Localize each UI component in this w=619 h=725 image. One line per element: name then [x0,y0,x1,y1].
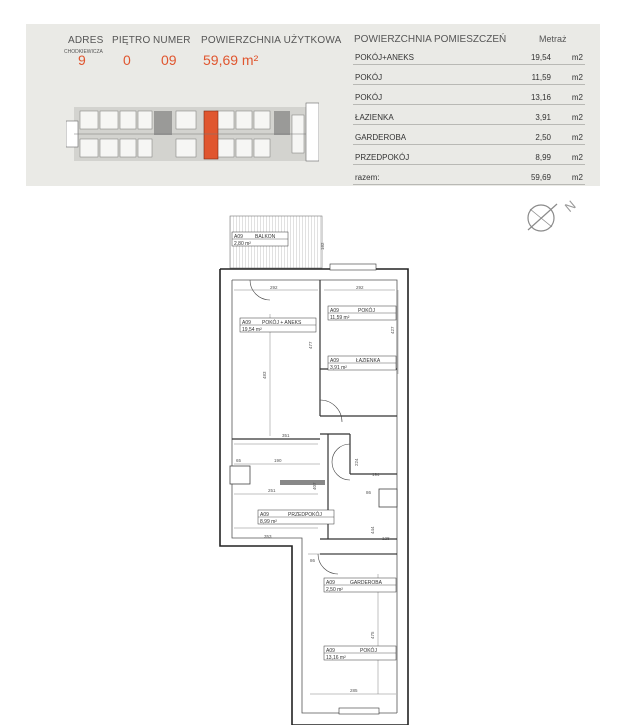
dimension-label: 86 [366,490,372,495]
room-tag-pokoj-1 [328,306,396,321]
tag-name: POKÓJ + ANEKS [262,320,302,326]
rooms-table-title: POWIERZCHNIA POMIESZCZEŃ [354,34,507,45]
room-row [353,85,585,105]
room-row [353,125,585,145]
tag-code: A09 [326,580,335,586]
dimension-label: 182 [320,242,325,250]
room-area: 13,16 [530,93,551,102]
room-row [353,65,585,85]
tag-code: A09 [242,320,251,326]
room-name: POKÓJ [355,93,383,102]
tag-code: A09 [234,234,243,240]
room-area: 19,54 [530,53,551,62]
street-name: CHODKIEWICZA [64,49,103,55]
dimension-label: 444 [370,526,375,534]
value-adres: 9 [78,52,86,68]
dimension-label: 351 [282,433,290,438]
room-area: 11,59 [531,73,551,82]
value-numer: 09 [161,52,177,68]
key-plan [66,101,319,171]
room-unit: m2 [571,153,583,162]
room-name: PRZEDPOKÓJ [355,153,410,162]
dimension-label: 251 [268,488,276,493]
room-name: POKÓJ [355,73,383,82]
tag-name: ŁAZIENKA [356,358,381,364]
tag-name: POKÓJ [358,308,375,314]
north-compass-icon [524,196,584,236]
tag-code: A09 [330,358,339,364]
room-name: ŁAZIENKA [355,113,394,122]
label-pietro: PIĘTRO [112,35,151,46]
label-adres: ADRES [68,35,104,46]
room-row [353,45,585,65]
tag-name: BALKON [255,234,276,240]
tag-name: POKÓJ [360,648,377,654]
room-tag-pokoj-2 [324,646,396,661]
dimension-label: 353 [264,534,272,539]
tag-area: 11,59 m² [330,315,350,321]
dimension-label: 475 [370,631,375,639]
dimension-label: 65 [236,458,242,463]
tag-area: 3,91 m² [330,365,347,371]
total-unit: m2 [571,173,583,182]
tag-code: A09 [326,648,335,654]
dimension-label: 285 [350,688,358,693]
room-area: 8,99 [535,153,551,162]
total-label: razem: [355,173,380,182]
dimension-label: 483 [262,371,267,379]
dimension-label: 86 [310,558,316,563]
label-numer: NUMER [153,35,191,46]
tag-code: A09 [330,308,339,314]
apartment-info-panel [26,24,600,186]
tag-area: 2,50 m² [326,587,343,593]
total-area: 59,69 [530,173,551,182]
room-tag-pokoj-aneks [240,318,316,333]
dimension-label: 128 [382,536,390,541]
apartment-highlight [204,111,218,159]
dimension-label: 194 [372,472,380,477]
compass-north-label: N [561,197,579,215]
room-tag-balkon [232,232,288,247]
tag-area: 13,16 m² [326,655,346,661]
room-tag-garderoba [324,578,396,593]
room-unit: m2 [571,73,583,82]
tag-area: 8,99 m² [260,519,277,525]
dimension-label: 224 [354,458,359,466]
dimension-label: 407 [312,482,317,490]
room-area: 3,91 [535,113,551,122]
room-name: POKÓJ+ANEKS [355,53,414,62]
value-pietro: 0 [123,52,131,68]
room-tag-przedpokoj [258,510,334,525]
room-row [353,105,585,125]
tag-name: GARDEROBA [350,580,382,586]
room-tag-lazienka [328,356,396,371]
dimension-label: 477 [308,341,313,349]
tag-code: A09 [260,512,269,518]
room-unit: m2 [571,133,583,142]
dimension-label: 190 [274,458,282,463]
room-area: 2,50 [535,133,551,142]
tag-name: PRZEDPOKÓJ [288,512,322,518]
tag-area: 2,80 m² [234,241,251,247]
floor-plan [200,194,500,725]
room-row [353,145,585,165]
room-name: GARDEROBA [355,133,407,142]
room-unit: m2 [571,53,583,62]
total-row [353,165,585,185]
value-powierzchnia: 59,69 m² [203,52,259,68]
kitchen-counter [280,480,325,485]
dimension-label: 292 [356,285,364,290]
label-powierzchnia: POWIERZCHNIA UŻYTKOWA [201,35,342,46]
room-unit: m2 [571,93,583,102]
room-unit: m2 [571,113,583,122]
dimension-label: 427 [390,326,395,334]
tag-area: 19,54 m² [242,327,262,333]
dimension-label: 292 [270,285,278,290]
metraz-header: Metraż [539,34,567,44]
